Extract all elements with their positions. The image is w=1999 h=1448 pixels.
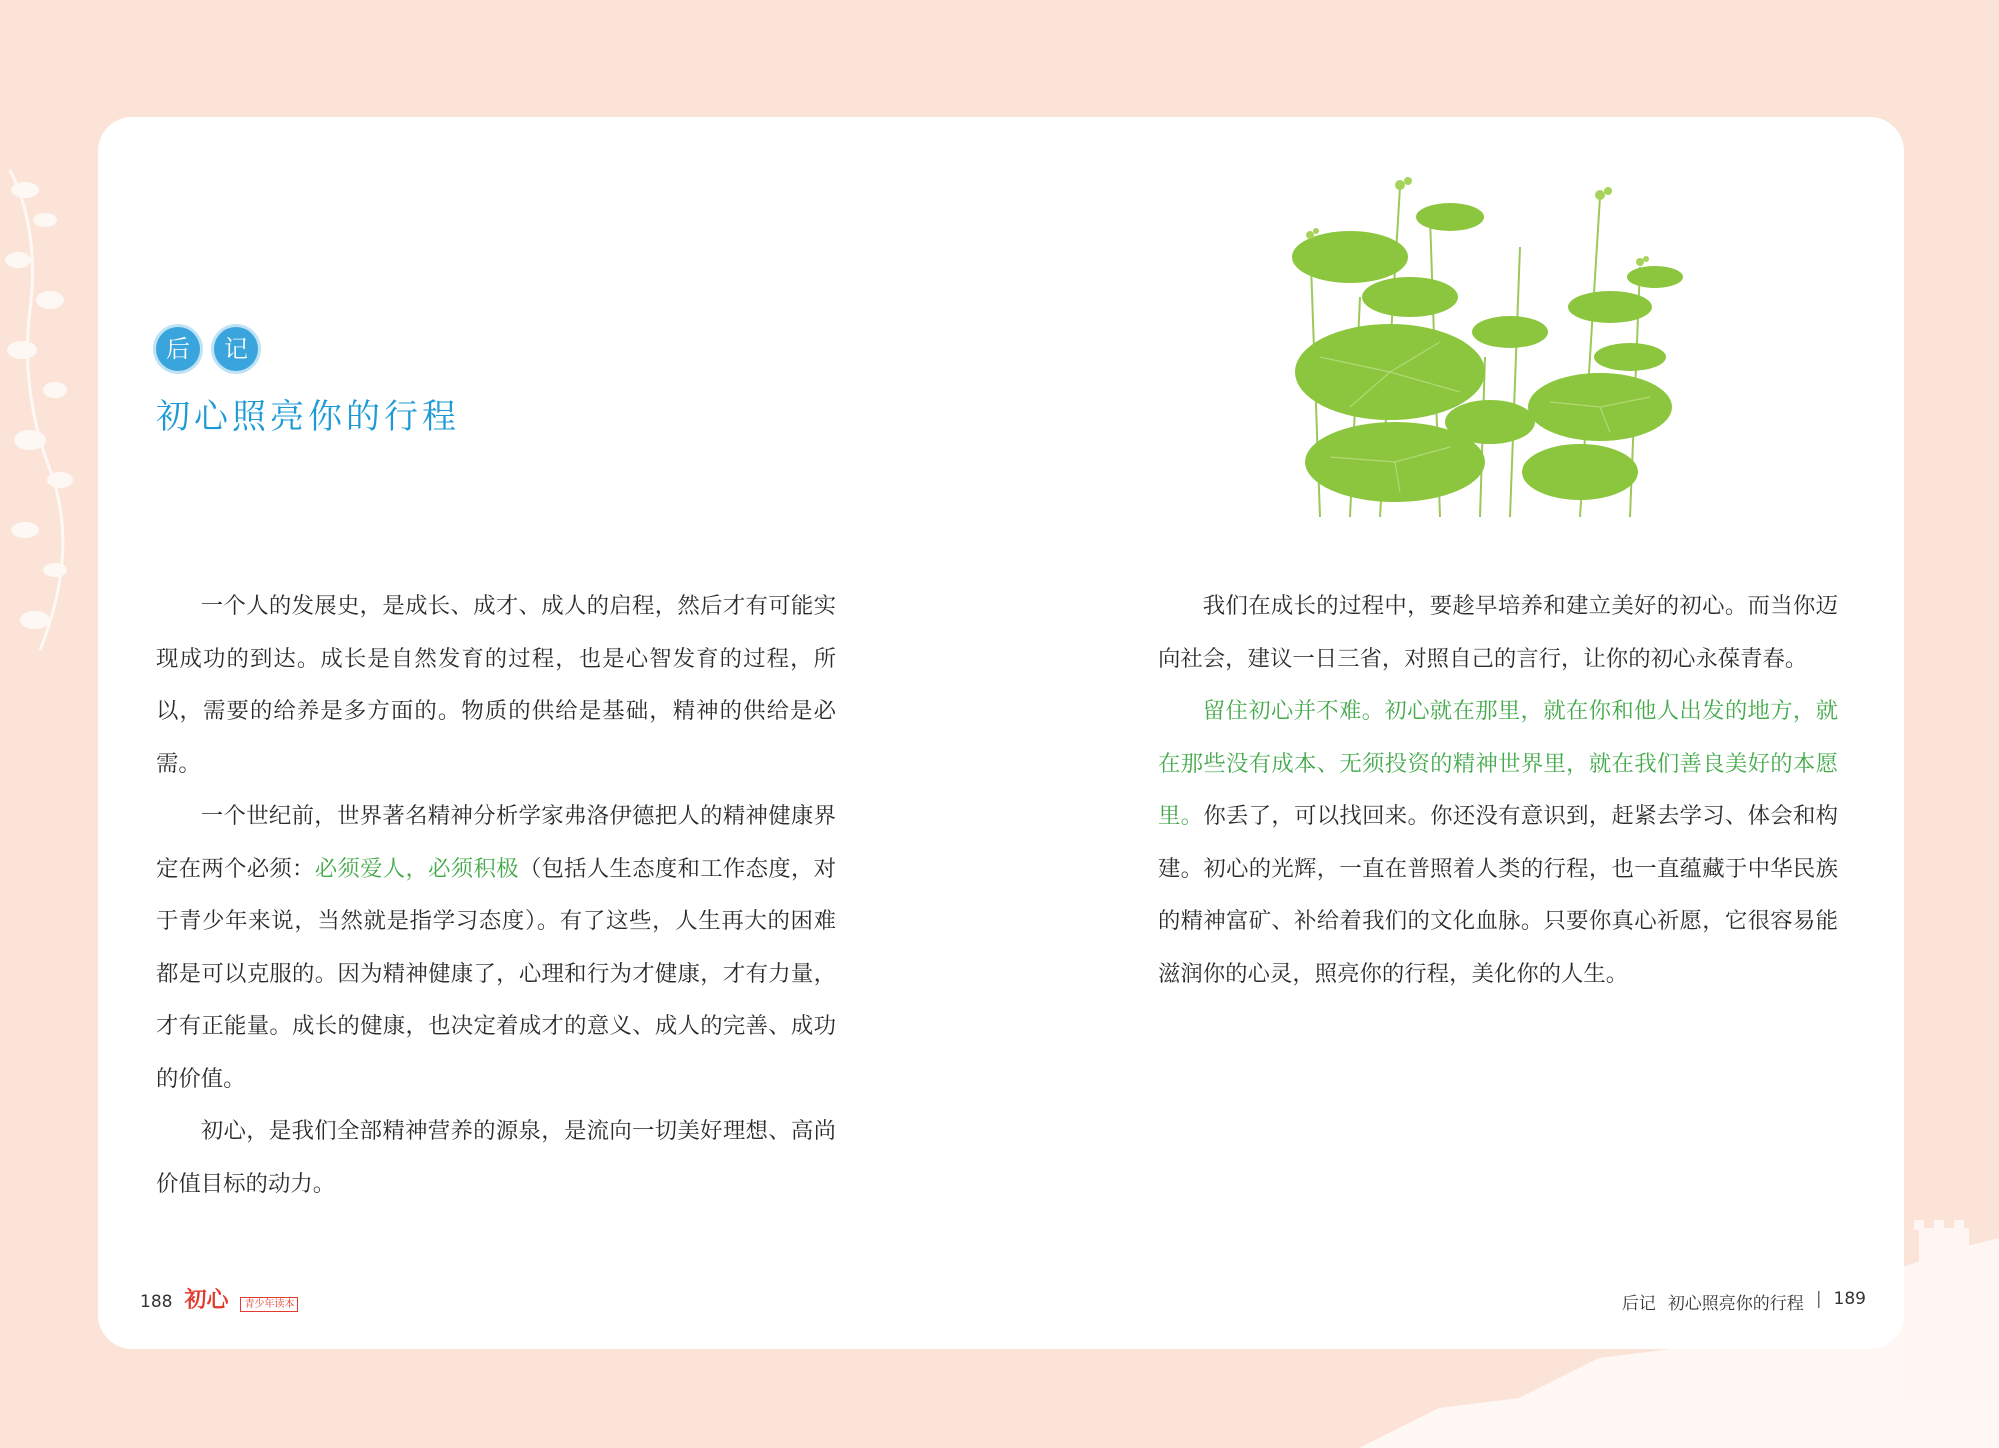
page-number-left: 188	[140, 1292, 173, 1312]
section-badges	[156, 327, 258, 371]
badge-ji: 记	[214, 327, 258, 371]
running-section: 后记	[1621, 1294, 1656, 1314]
left-footer	[140, 1283, 298, 1314]
right-column	[1158, 580, 1838, 1000]
book-spread	[98, 117, 1904, 1349]
footer-separator: |	[1815, 1289, 1822, 1309]
highlighted-text: 留住初心并不难。初心就在那里，就在你和他人出发的地方，就在那些没有成本、无须投资的精神世界里，就在我们善良美好的本愿里。	[1158, 698, 1838, 829]
page-number-right: 189	[1833, 1289, 1866, 1309]
highlighted-text: 必须爱人，必须积极	[314, 855, 519, 882]
paragraph: 我们在成长的过程中，要趁早培养和建立美好的初心。而当你迈向社会，建议一日三省，对照自己的言行，让你的初心永葆青春。	[1158, 593, 1838, 672]
paragraph	[1158, 685, 1838, 1000]
right-footer	[1622, 1289, 1866, 1314]
paragraph	[156, 790, 836, 1105]
running-title: 初心照亮你的行程	[1667, 1294, 1804, 1314]
paragraph-text: 你丢了，可以找回来。你还没有意识到，赶紧去学习、体会和构建。初心的光辉，一直在普照着人类的行程，也一直蕴藏于中华民族的精神富矿、补给着我们的文化血脉。只要你真心祈愿，它很容易能滋润你的心灵，照亮你的行程，美化你的人生。	[1158, 803, 1839, 987]
paragraph-text: 一个世纪前，世界著名精神分析学家弗洛伊德把人的精神健康界定在两个必须：	[156, 803, 836, 882]
brand-logo: 初心	[184, 1287, 229, 1313]
left-column	[156, 580, 836, 1210]
badge-hou: 后	[156, 327, 200, 371]
lotus-leaves-illustration	[1280, 157, 1685, 522]
paragraph: 一个人的发展史，是成长、成才、成人的启程，然后才有可能实现成功的到达。成长是自然发育的过程，也是心智发育的过程，所以，需要的给养是多方面的。物质的供给是基础，精神的供给是必需。	[156, 593, 836, 777]
paragraph-text: （包括人生态度和工作态度，对于青少年来说，当然就是指学习态度）。有了这些，人生再大的困难都是可以克服的。因为精神健康了，心理和行为才健康，才有力量，才有正能量。成长的健康，也决定着成才的意义、成人的完善、成功的价值。	[156, 855, 837, 1092]
paragraph: 初心，是我们全部精神营养的源泉，是流向一切美好理想、高尚价值目标的动力。	[156, 1118, 836, 1197]
series-label: 青少年读本	[240, 1297, 298, 1312]
floral-silhouette-decoration	[0, 150, 100, 670]
chapter-title: 初心照亮你的行程	[156, 397, 460, 437]
